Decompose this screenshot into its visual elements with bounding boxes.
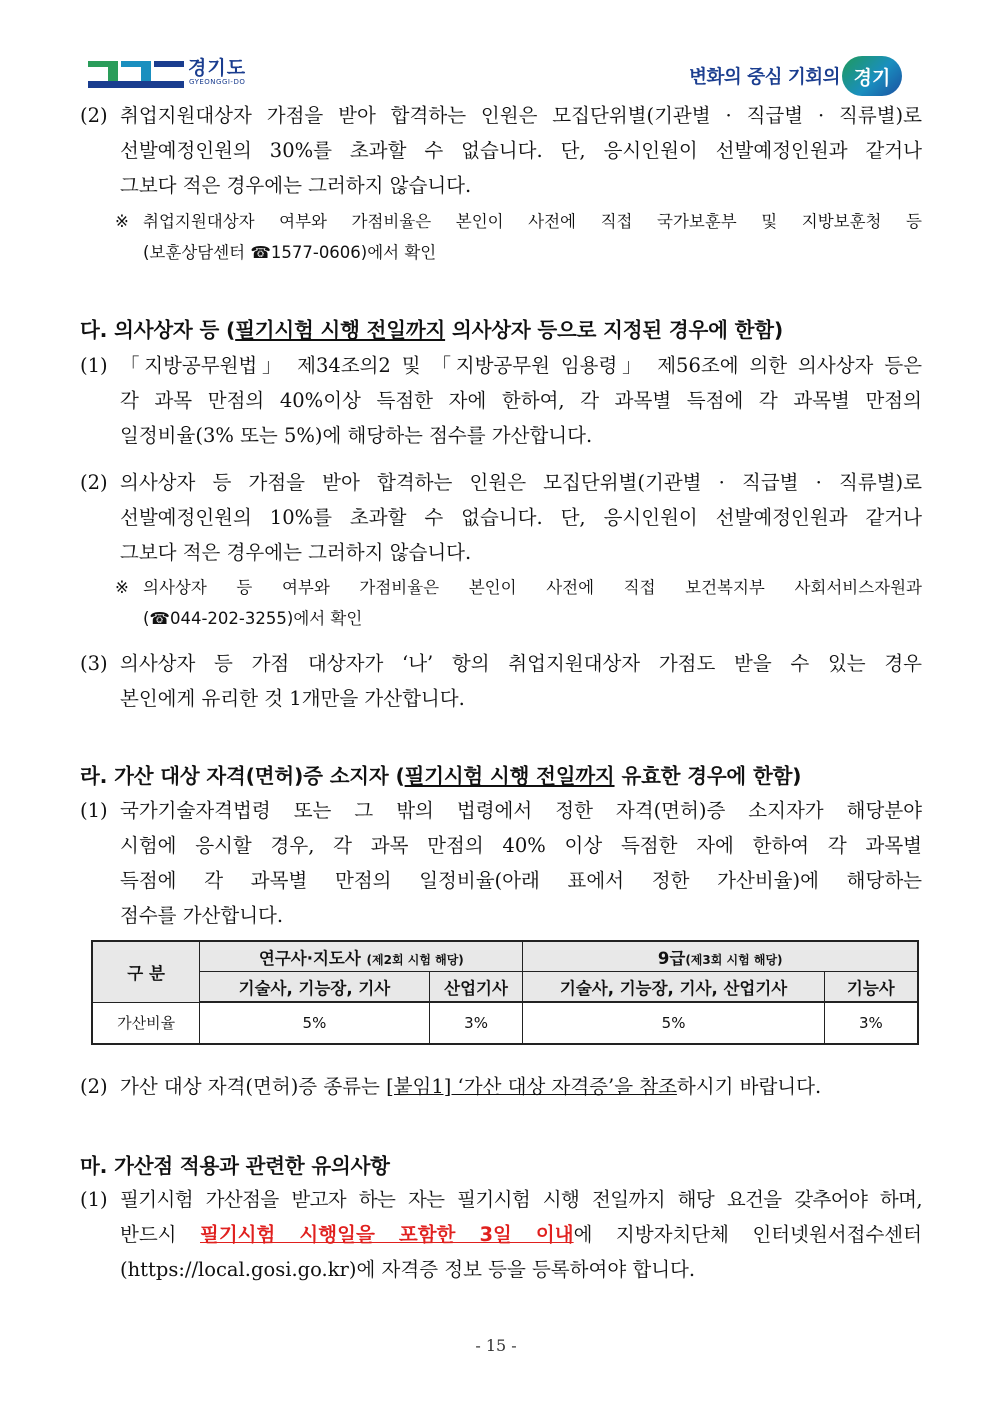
section-ra-body [0, 793, 992, 933]
slogan-badge: 경기 [842, 56, 902, 96]
item-line: 그보다 적은 경우에는 그러하지 않습니다. [120, 541, 472, 564]
item-line: 점수를 가산합니다. [120, 904, 284, 927]
group-title: 9급 [657, 948, 686, 968]
list-item [80, 1069, 922, 1104]
item-line: 의사상자 등 가점 대상자가 ‘나’ 항의 취업지원대상자 가점도 받을 수 있는 경우 [120, 652, 922, 675]
item-number: (2) [80, 1075, 108, 1098]
item-number: (1) [80, 1188, 108, 1211]
table-row-label: 가산비율 [92, 1002, 200, 1044]
item-number: (3) [80, 652, 108, 675]
section-ma-heading: 마. 가산점 적용과 관련한 유의사항 [80, 1154, 390, 1178]
item-line: 본인에게 유리한 것 1개만을 가산합니다. [120, 687, 465, 710]
item-line: 시험에 응시할 경우, 각 과목 만점의 40% 이상 득점한 자에 한하여 각 과목별 [120, 834, 922, 857]
deadline-highlight: 필기시험 시행일을 포함한 3일 이내 [200, 1223, 574, 1246]
page-header [0, 0, 992, 100]
table-cell: 5% [523, 1002, 824, 1044]
item-line: 의사상자 등 가점을 받아 합격하는 인원은 모집단위별(기관별 · 직급별 · 직류별)로 [120, 471, 922, 494]
logo-korean-text: 경기도 [188, 57, 247, 79]
heading-underlined-text: 필기시험 시행 전일까지 [235, 318, 446, 342]
text-run: 가산 대상 자격(면허)증 종류는 [120, 1075, 387, 1098]
item-line: 일정비율(3% 또는 5%)에 해당하는 점수를 가산합니다. [120, 424, 593, 447]
item-number: (2) [80, 471, 108, 494]
appendix-reference-link: [붙임1] ‘가산 대상 자격증’을 참조 [386, 1075, 677, 1098]
gyeonggi-logo-mark-icon [88, 59, 184, 91]
item-line: 득점에 각 과목별 만점의 일정비율(아래 표에서 정한 가산비율)에 해당하는 [120, 869, 922, 892]
table-cell: 3% [429, 1002, 523, 1044]
heading-underlined-text: 필기시험 시행 전일까지 [404, 764, 615, 788]
note [115, 206, 922, 268]
item-line: 「지방공무원법」 제34조의2 및 「지방공무원 임용령」 제56조에 의한 의사상자 등은 [120, 354, 922, 377]
table-row [92, 1002, 918, 1044]
table-column-header: 기능사 [824, 972, 918, 1003]
item-line: 선발예정인원의 30%를 초과할 수 없습니다. 단, 응시인원이 선발예정인원과 같거나 [120, 139, 922, 162]
item-line: 그보다 적은 경우에는 그러하지 않습니다. [120, 174, 472, 197]
section-ma-body [0, 1182, 992, 1287]
section-da-body [0, 348, 992, 716]
heading-text: 유효한 경우에 한함) [614, 764, 802, 788]
list-item [80, 98, 922, 203]
item-line [120, 1069, 922, 1104]
text-run: 반드시 [120, 1223, 200, 1246]
group-note: (제2회 시험 해당) [366, 952, 464, 967]
item-line: 선발예정인원의 10%를 초과할 수 없습니다. 단, 응시인원이 선발예정인원과 같거나 [120, 506, 922, 529]
note-line: 의사상자 등 여부와 가점비율은 본인이 사전에 직접 보건복지부 사회서비스자원과 [143, 578, 922, 597]
item-number: (1) [80, 354, 108, 377]
table-column-header: 기술사, 기능장, 기사, 산업기사 [523, 972, 824, 1003]
page-number: - 15 - [475, 1336, 517, 1355]
table-corner-header: 구 분 [92, 941, 200, 1002]
section-na-tail [0, 98, 992, 268]
item-line: 취업지원대상자 가점을 받아 합격하는 인원은 모집단위별(기관별 · 직급별 · 직류별)로 [120, 104, 922, 127]
note-line: 취업지원대상자 여부와 가점비율은 본인이 사전에 직접 국가보훈부 및 지방보훈청 등 [143, 212, 922, 231]
item-line: 국가기술자격법령 또는 그 밖의 법령에서 정한 자격(면허)증 소지자가 해당분야 [120, 799, 922, 822]
list-item [80, 646, 922, 716]
table-cell: 3% [824, 1002, 918, 1044]
section-ra-heading [80, 759, 801, 789]
group-note: (제3회 시험 해당) [685, 952, 783, 967]
section-da-heading [80, 313, 783, 343]
gyeonggi-logo [88, 55, 258, 95]
note-mark: ※ [115, 212, 129, 231]
slogan-logo [689, 54, 902, 98]
heading-text: 라. 가산 대상 자격(면허)증 소지자 ( [80, 764, 405, 788]
table-group-header [523, 941, 918, 972]
note-line: (보훈상담센터 ☎1577-0606)에서 확인 [143, 243, 437, 262]
item-line: (https://local.gosi.go.kr)에 자격증 정보 등을 등록하여야 합니다. [120, 1258, 696, 1281]
table-column-header: 기술사, 기능장, 기사 [200, 972, 429, 1003]
item-line: 각 과목 만점의 40%이상 득점한 자에 한하여, 각 과목별 득점에 각 과목별 만점의 [120, 389, 922, 412]
heading-text: 의사상자 등으로 지정된 경우에 한함) [445, 318, 783, 342]
text-run: 하시기 바랍니다. [676, 1075, 822, 1098]
item-number: (2) [80, 104, 108, 127]
note-mark: ※ [115, 578, 129, 597]
list-item [80, 793, 922, 933]
logo-english-text: GYEONGGI-DO [189, 78, 246, 86]
slogan-text: 변화의 중심 기회의 [689, 67, 840, 88]
list-item [80, 465, 922, 570]
table-cell: 5% [200, 1002, 429, 1044]
heading-text: 다. 의사상자 등 ( [80, 318, 236, 342]
item-number: (1) [80, 799, 108, 822]
text-run: 에 지방자치단체 인터넷원서접수센터 [573, 1223, 922, 1246]
table-column-header: 산업기사 [429, 972, 523, 1003]
note-line: (☎044-202-3255)에서 확인 [143, 609, 363, 628]
item-line: 필기시험 가산점을 받고자 하는 자는 필기시험 시행 전일까지 해당 요건을 갖추어야 하며, [120, 1188, 922, 1211]
bonus-rate-table [91, 940, 919, 1045]
section-ra-item2 [0, 1069, 992, 1104]
note [115, 572, 922, 634]
table-group-header [200, 941, 523, 972]
list-item [80, 348, 922, 453]
list-item [80, 1182, 922, 1287]
group-title: 연구사·지도사 [258, 948, 361, 968]
item-line [120, 1217, 922, 1252]
